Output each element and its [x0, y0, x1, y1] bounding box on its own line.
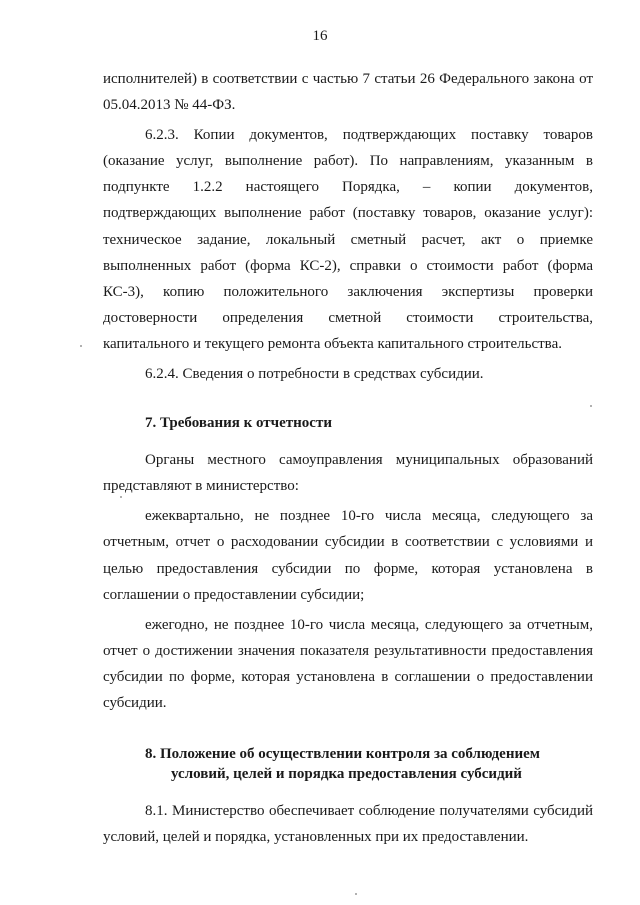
paragraph-6-2-4: 6.2.4. Сведения о потребности в средствах субсидии. [145, 366, 484, 383]
paragraph-8-1: 8.1. Министерство обеспечивает соблюдение получателями субсидий условий, целей и порядка, установленных при их предоставлении. [103, 803, 593, 846]
section-8-heading: 8. Положение об осуществлении контроля за соблюдением условий, целей и порядка предоставления субсидий [145, 746, 540, 783]
scan-speck [355, 893, 357, 895]
scan-speck [120, 496, 122, 498]
section-7-yearly-report: ежегодно, не позднее 10-го числа месяца, следующего за отчетным, отчет о достижении значения показателя результативности предоставления субсидии по форме, которая установлена в соглашении о предоставлении субсидии. [103, 616, 593, 711]
paragraph-6-2-3: 6.2.3. Копии документов, подтверждающих поставку товаров (оказание услуг, выполнение работ). По направлениям, указанным в подпункте 1.2.2 настоящего Порядка, – копии документов, подтверждающих выполнение работ (поставку товаров, оказание услуг): техническое задание, локальный сметный расчет, акт о приемке выполненных работ (форма КС-2), справки о стоимости работ (форма КС-3), копию положительного заключения экспертизы проверки достоверности определения сметной стоимости строительства, капитального и текущего ремонта объекта капитального строительства. [103, 127, 593, 352]
section-7-heading: 7. Требования к отчетности [145, 415, 332, 432]
section-7-intro: Органы местного самоуправления муниципальных образований представляют в министерство: [103, 452, 593, 495]
page-number: 16 [312, 28, 328, 44]
scan-speck [590, 405, 592, 407]
document-body [103, 66, 593, 850]
section-7-quarterly-report: ежеквартально, не позднее 10-го числа месяца, следующего за отчетным, отчет о расходовании субсидии в соответствии с условиями и целью предоставления субсидии по форме, которая установлена в соглашении о предоставлении субсидии; [103, 508, 593, 603]
paragraph-continuation: исполнителей) в соответствии с частью 7 статьи 26 Федерального закона от 05.04.2013 № 44-ФЗ. [103, 71, 593, 114]
scan-speck [80, 345, 82, 347]
